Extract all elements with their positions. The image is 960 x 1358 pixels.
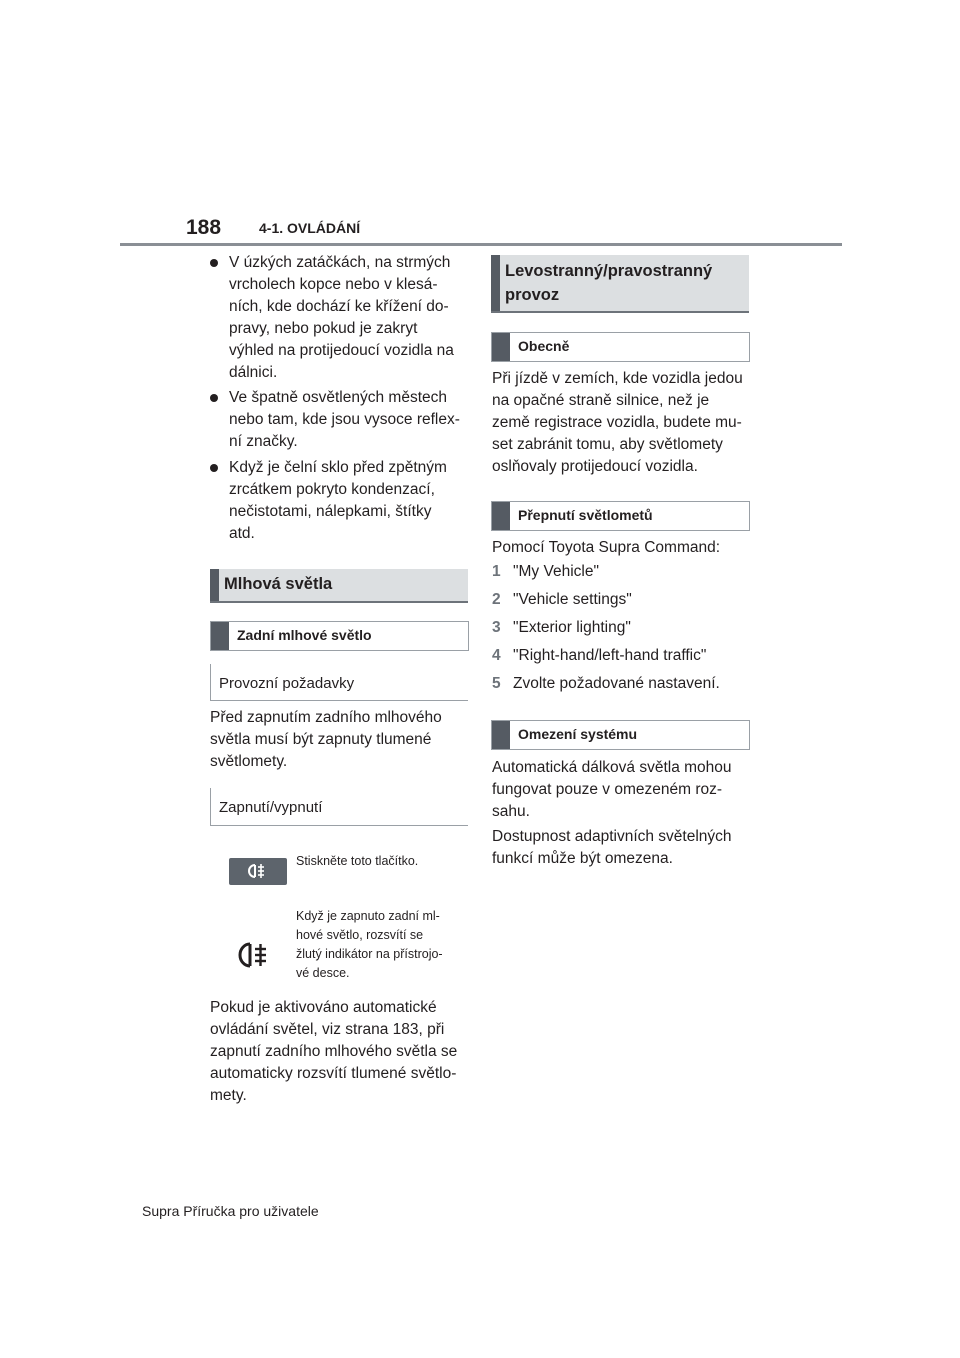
- text-line: výhled na protijedoucí vozidla na: [229, 342, 454, 359]
- label-text: Provozní požadavky: [219, 675, 355, 692]
- rear-fog-light-icon: [229, 858, 287, 885]
- text-line: nečistotami, nálepkami, štítky: [229, 503, 432, 520]
- bullet-item: [210, 457, 468, 545]
- text-line: ních, kde dochází ke křížení do-: [229, 298, 449, 315]
- text-line: vrcholech kopce nebo v klesá-: [229, 276, 438, 293]
- step-item: 3 "Exterior lighting": [492, 619, 631, 636]
- text-line: Automatická dálková světla mohou: [492, 759, 732, 776]
- text-line: Když je zapnuto zadní ml-: [296, 909, 440, 923]
- step-item: 5 Zvolte požadované nastavení.: [492, 675, 720, 692]
- text-line: mety.: [210, 1087, 247, 1104]
- heading-fog-lights: [210, 569, 468, 603]
- subheading-text: Obecně: [518, 338, 570, 354]
- step-item: 2 "Vehicle settings": [492, 591, 632, 608]
- rear-fog-light-icon: [233, 940, 273, 970]
- text-line: Stiskněte toto tlačítko.: [296, 854, 419, 868]
- subheading-text: Zadní mlhové světlo: [237, 627, 372, 643]
- text-line: Před zapnutím zadního mlhového: [210, 709, 442, 726]
- subheading-text: Přepnutí světlometů: [518, 507, 653, 523]
- general-paragraph: [492, 368, 757, 478]
- table-row-1-text: [296, 852, 468, 871]
- text-line: set zabránit tomu, aby světlomety: [492, 436, 723, 453]
- label-text: Zapnutí/vypnutí: [219, 799, 323, 816]
- text-line: na opačné straně silnice, než je: [492, 392, 710, 409]
- text-line: oslňovaly protijedoucí vozidla.: [492, 458, 698, 475]
- text-line: světlomety.: [210, 753, 288, 770]
- text-line: ní značky.: [229, 433, 298, 450]
- limits-paragraph-1: [492, 757, 757, 823]
- rear-fog-indicator: [233, 940, 273, 970]
- text-line: provoz: [505, 286, 560, 304]
- label-on-off: [210, 788, 468, 826]
- text-line: pravy, nebo pokud je zakryt: [229, 320, 418, 337]
- text-line: zapnutí zadního mlhového světla se: [210, 1043, 458, 1060]
- text-line: Pokud je aktivováno automatické: [210, 999, 437, 1016]
- header-rule: [120, 243, 842, 246]
- text-line: automaticky rozsvítí tlumené světlo-: [210, 1065, 457, 1082]
- step-item: 1 "My Vehicle": [492, 563, 599, 580]
- rear-fog-button: [229, 858, 287, 885]
- text-line: nebo tam, kde jsou vysoce reflex-: [229, 411, 460, 428]
- text-line: funkcí může být omezena.: [492, 850, 673, 867]
- bullet-item: [210, 252, 468, 384]
- heading-text: [505, 259, 712, 307]
- subheading-switch: [491, 501, 750, 531]
- heading-traffic: [491, 255, 749, 313]
- subheading-text: Omezení systému: [518, 726, 638, 742]
- bullet-item: [210, 387, 468, 453]
- text-line: fungovat pouze v omezeném roz-: [492, 781, 723, 798]
- text-line: sahu.: [492, 803, 530, 820]
- subheading-limits: [491, 720, 750, 750]
- text-line: hové světlo, rozsvítí se: [296, 928, 424, 942]
- text-line: Při jízdě v zemích, kde vozidla jedou: [492, 370, 743, 387]
- text-line: žlutý indikátor na přístrojo-: [296, 947, 443, 961]
- text-line: zrcátkem pokryto kondenzací,: [229, 481, 435, 498]
- text-line: vé desce.: [296, 966, 350, 980]
- table-row-2-text: [296, 907, 468, 983]
- label-requirements: [210, 664, 468, 701]
- subheading-general: [491, 332, 750, 362]
- bullet-dot: [210, 464, 218, 472]
- text-line: ovládání světel, viz strana 183, při: [210, 1021, 445, 1038]
- text-line: Levostranný/pravostranný: [505, 262, 713, 280]
- subheading-rear-fog: [210, 621, 469, 651]
- text-line: atd.: [229, 525, 255, 542]
- text-line: světla musí být zapnuty tlumené: [210, 731, 432, 748]
- text-line: Dostupnost adaptivních světelných: [492, 828, 732, 845]
- requirements-paragraph: [210, 707, 470, 773]
- page-number: 188: [186, 216, 222, 239]
- footer-text: Supra Příručka pro uživatele: [142, 1203, 319, 1219]
- auto-light-paragraph: [210, 997, 475, 1107]
- text-line: Ve špatně osvětlených městech: [229, 389, 447, 406]
- step-item: 4 "Right-hand/left-hand traffic": [492, 647, 707, 664]
- heading-text: Mlhová světla: [224, 575, 333, 593]
- limits-paragraph-2: [492, 826, 757, 870]
- text-line: země registrace vozidla, budete mu-: [492, 414, 742, 431]
- text-line: V úzkých zatáčkách, na strmých: [229, 254, 451, 271]
- bullet-dot: [210, 394, 218, 402]
- bullet-dot: [210, 259, 218, 267]
- switch-intro: Pomocí Toyota Supra Command:: [492, 539, 721, 556]
- section-title: 4-1. OVLÁDÁNÍ: [259, 220, 361, 236]
- text-line: dálnici.: [229, 364, 278, 381]
- text-line: Když je čelní sklo před zpětným: [229, 459, 447, 476]
